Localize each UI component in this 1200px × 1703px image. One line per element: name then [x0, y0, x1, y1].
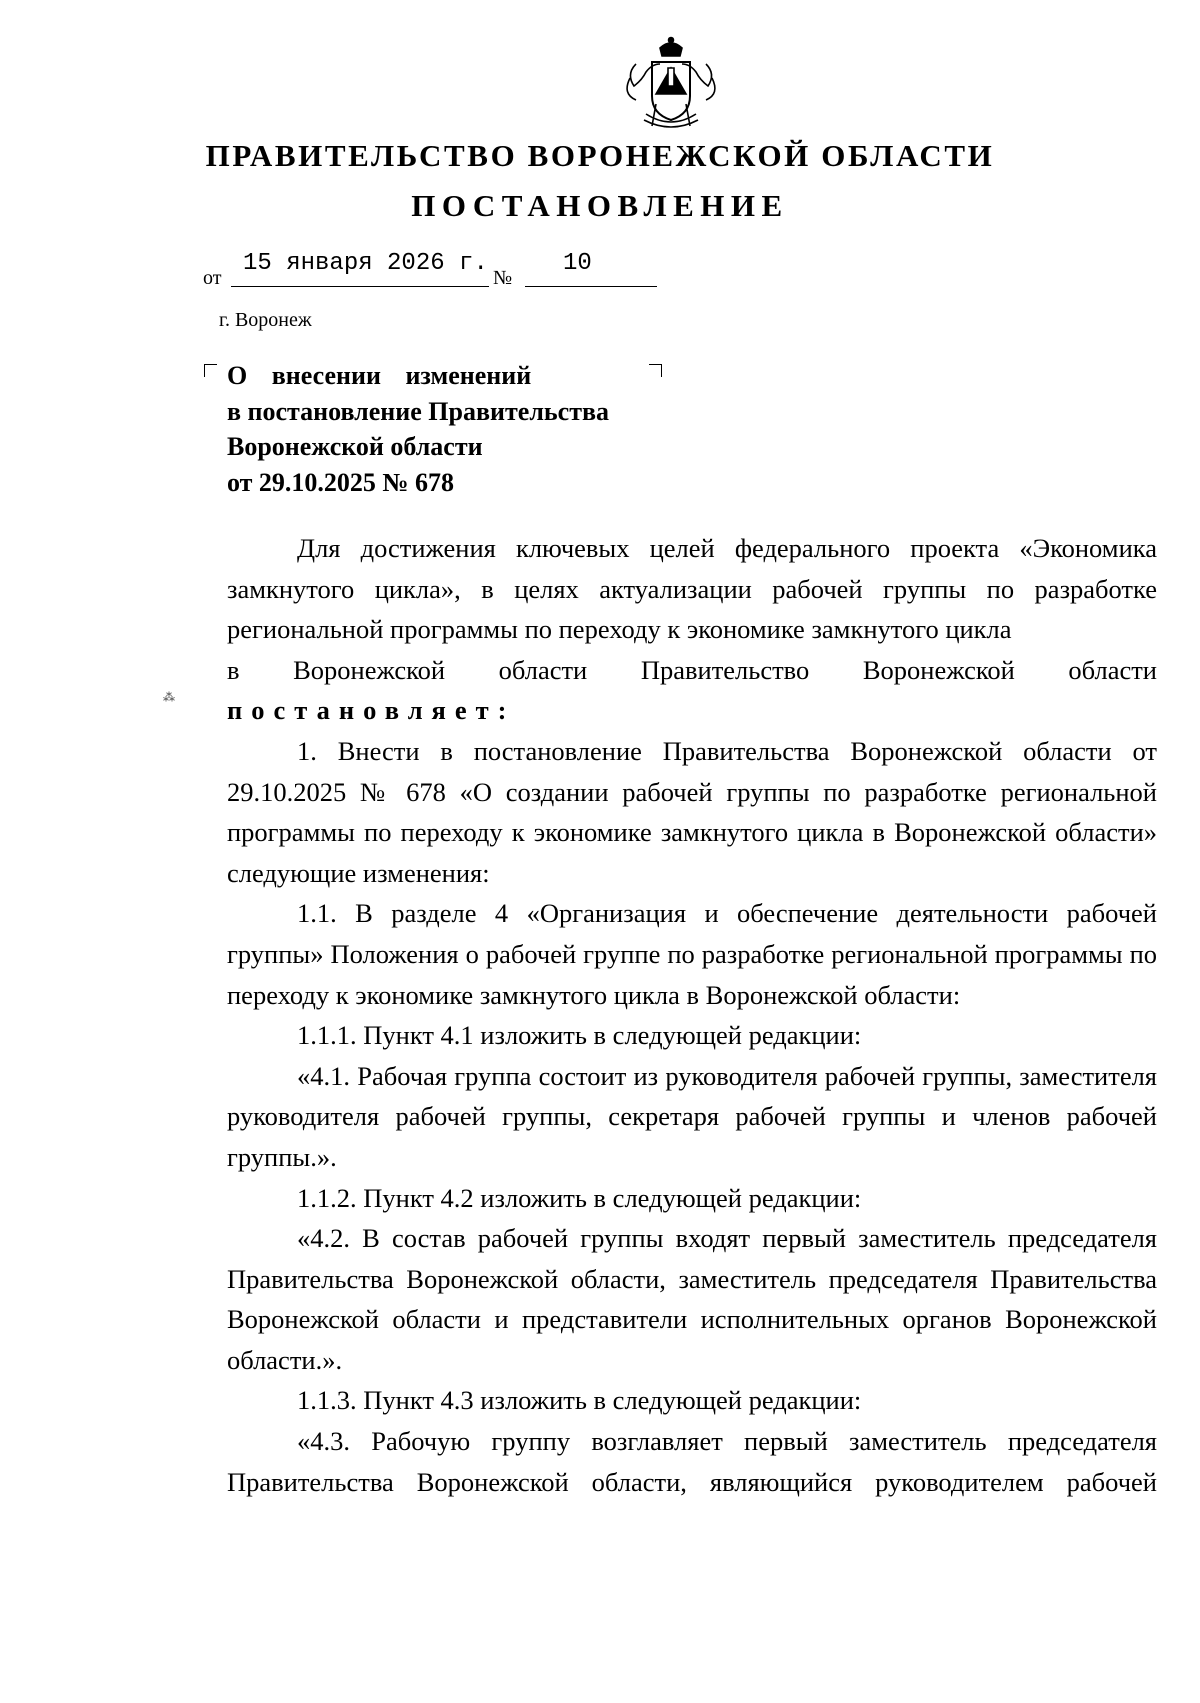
- document-number: 10: [563, 250, 592, 277]
- from-label: от: [203, 267, 222, 289]
- subject-corner-right: [649, 364, 662, 377]
- subject-line: от 29.10.2025 № 678: [227, 467, 455, 497]
- document-type: ПОСТАНОВЛЕНИЕ: [411, 188, 789, 223]
- quote-4-1: «4.1. Рабочая группа состоит из руководителя рабочей группы, заместителя руководителя рабочей группы, секретаря рабочей группы и членов рабочей группы.».: [227, 1060, 1157, 1172]
- document-subject: [227, 358, 609, 500]
- date-number-row: [203, 248, 663, 288]
- paragraph-1: 1. Внести в постановление Правительства Воронежской области от 29.10.2025 № 678 «О создании рабочей группы по разработке региональной программы по переходу к экономике замкнутого цикла в Воронежской области» следующие изменения:: [227, 735, 1157, 888]
- intro-paragraph: Для достижения ключевых целей федерального проекта «Экономика замкнутого цикла», в целях актуализации рабочей группы по разработке региональной программы по переходу к экономике замкнутого цикла: [227, 533, 1157, 645]
- subject-line: в постановление Правительства: [227, 396, 610, 426]
- coat-of-arms-icon: [616, 34, 726, 134]
- document-body: [227, 528, 1157, 1502]
- paragraph-1-1-2: 1.1.2. Пункт 4.2 изложить в следующей редакции:: [297, 1182, 862, 1213]
- city: г. Воронеж: [219, 309, 312, 331]
- number-underline: [525, 286, 657, 287]
- subject-corner-left: [204, 364, 217, 377]
- scan-mark: ⁂: [163, 690, 175, 704]
- quote-4-2: «4.2. В состав рабочей группы входят первый заместитель председателя Правительства Воронежской области, заместитель председателя Правительства Воронежской области и представители исполнительных органов Воронежской области.».: [227, 1223, 1157, 1375]
- document-date: 15 января 2026 г.: [243, 250, 488, 277]
- government-title: ПРАВИТЕЛЬСТВО ВОРОНЕЖСКОЙ ОБЛАСТИ: [205, 138, 995, 173]
- quote-4-3: «4.3. Рабочую группу возглавляет первый заместитель председателя Правительства Воронежской области, являющийся руководителем рабочей: [227, 1426, 1157, 1497]
- number-label: №: [493, 267, 513, 289]
- paragraph-1-1-1: 1.1.1. Пункт 4.1 изложить в следующей редакции:: [297, 1020, 862, 1051]
- paragraph-1-1: 1.1. В разделе 4 «Организация и обеспечение деятельности рабочей группы» Положения о рабочей группе по разработке региональной программы по переходу к экономике замкнутого цикла в Воронежской области:: [227, 898, 1157, 1010]
- date-underline: [231, 286, 489, 287]
- paragraph-1-1-3: 1.1.3. Пункт 4.3 изложить в следующей редакции:: [297, 1385, 862, 1416]
- subject-line: Воронежской области: [227, 432, 483, 461]
- resolve-word: постановляет:: [227, 695, 516, 726]
- subject-line: О внесении изменений: [227, 361, 532, 390]
- intro-paragraph-end: в Воронежской области Правительство Воронежской области: [227, 654, 1157, 685]
